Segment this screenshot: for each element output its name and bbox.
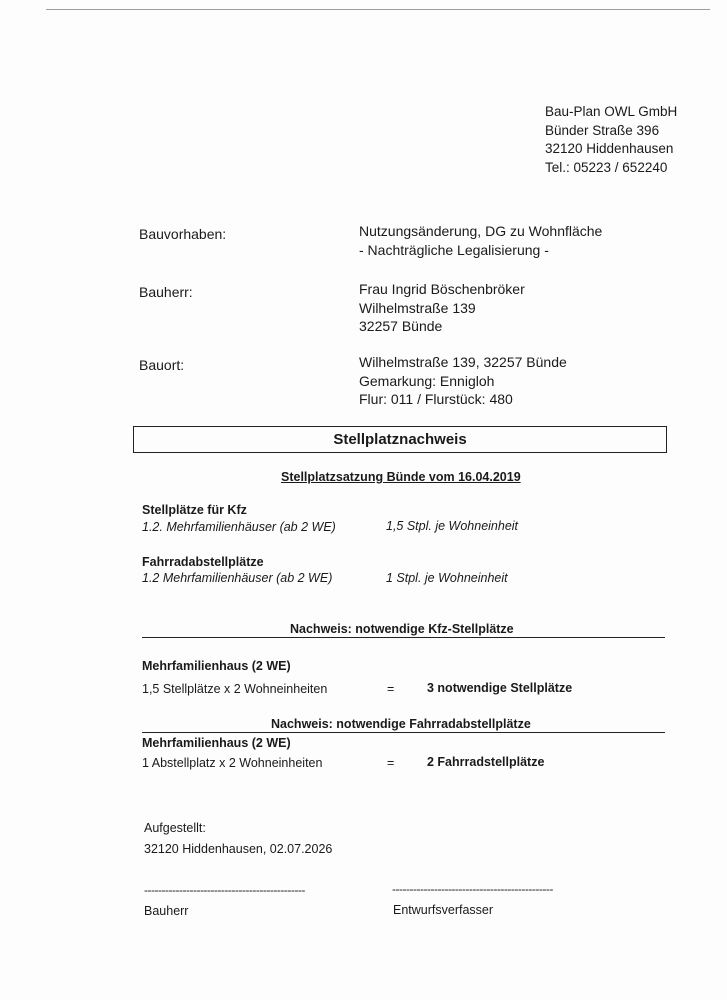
bauherr-line: Wilhelmstraße 139 bbox=[359, 299, 476, 316]
rad-equals: = bbox=[387, 756, 395, 770]
signature-line-left: ---------------------------------------------- bbox=[144, 883, 305, 897]
company-phone: Tel.: 05223 / 652240 bbox=[545, 159, 668, 175]
bauort-label: Bauort: bbox=[139, 357, 185, 373]
kfz-item: 1.2. Mehrfamilienhäuser (ab 2 WE) bbox=[142, 520, 336, 534]
bauort-line: Wilhelmstraße 139, 32257 Bünde bbox=[359, 354, 567, 370]
bauort-line: Flur: 011 / Flurstück: 480 bbox=[359, 391, 513, 407]
kfz-heading: Stellplätze für Kfz bbox=[142, 503, 247, 517]
bauherr-label: Bauherr: bbox=[139, 284, 193, 300]
company-address bbox=[545, 103, 677, 177]
rad-heading: Fahrradabstellplätze bbox=[142, 555, 264, 569]
kfz-result: 3 notwendige Stellplätze bbox=[427, 681, 573, 695]
top-rule bbox=[46, 9, 710, 10]
bauvorhaben-value bbox=[359, 222, 602, 259]
place-date: 32120 Hiddenhausen, 02.07.2026 bbox=[144, 842, 333, 856]
rad-value: 1 Stpl. je Wohneinheit bbox=[386, 571, 508, 585]
rad-item: 1.2 Mehrfamilienhäuser (ab 2 WE) bbox=[142, 571, 333, 585]
kfz-value: 1,5 Stpl. je Wohneinheit bbox=[386, 519, 519, 533]
document-title: Stellplatznachweis bbox=[133, 426, 667, 453]
bauort-line: Gemarkung: Ennigloh bbox=[359, 372, 495, 389]
section-divider bbox=[142, 637, 665, 638]
signature-line-right: ---------------------------------------------- bbox=[392, 882, 553, 896]
nachweis-rad-heading: Nachweis: notwendige Fahrradabstellplätze bbox=[271, 717, 531, 731]
company-city: 32120 Hiddenhausen bbox=[545, 141, 674, 156]
bauvorhaben-line: Nutzungsänderung, DG zu Wohnfläche bbox=[359, 223, 603, 239]
company-street: Bünder Straße 396 bbox=[545, 122, 660, 138]
bauort-value bbox=[359, 353, 567, 409]
company-name: Bau-Plan OWL GmbH bbox=[545, 104, 678, 119]
rad-building: Mehrfamilienhaus (2 WE) bbox=[142, 736, 291, 750]
rad-result: 2 Fahrradstellplätze bbox=[427, 755, 545, 769]
rad-calculation: 1 Abstellplatz x 2 Wohneinheiten bbox=[142, 756, 323, 770]
signature-label-bauherr: Bauherr bbox=[144, 904, 189, 918]
section-divider bbox=[142, 732, 665, 733]
aufgestellt-label: Aufgestellt: bbox=[144, 821, 206, 835]
nachweis-kfz-heading: Nachweis: notwendige Kfz-Stellplätze bbox=[290, 622, 514, 636]
kfz-calculation: 1,5 Stellplätze x 2 Wohneinheiten bbox=[142, 682, 328, 696]
signature-label-entwurfsverfasser: Entwurfsverfasser bbox=[393, 903, 494, 917]
bauvorhaben-label: Bauvorhaben: bbox=[139, 226, 227, 242]
bauvorhaben-line: - Nachträgliche Legalisierung - bbox=[359, 241, 549, 258]
kfz-building: Mehrfamilienhaus (2 WE) bbox=[142, 659, 291, 673]
bauherr-value bbox=[359, 280, 525, 336]
kfz-equals: = bbox=[387, 682, 395, 696]
satzung-reference: Stellplatzsatzung Bünde vom 16.04.2019 bbox=[281, 470, 521, 484]
bauherr-line: Frau Ingrid Böschenbröker bbox=[359, 281, 525, 297]
bauherr-line: 32257 Bünde bbox=[359, 318, 443, 334]
